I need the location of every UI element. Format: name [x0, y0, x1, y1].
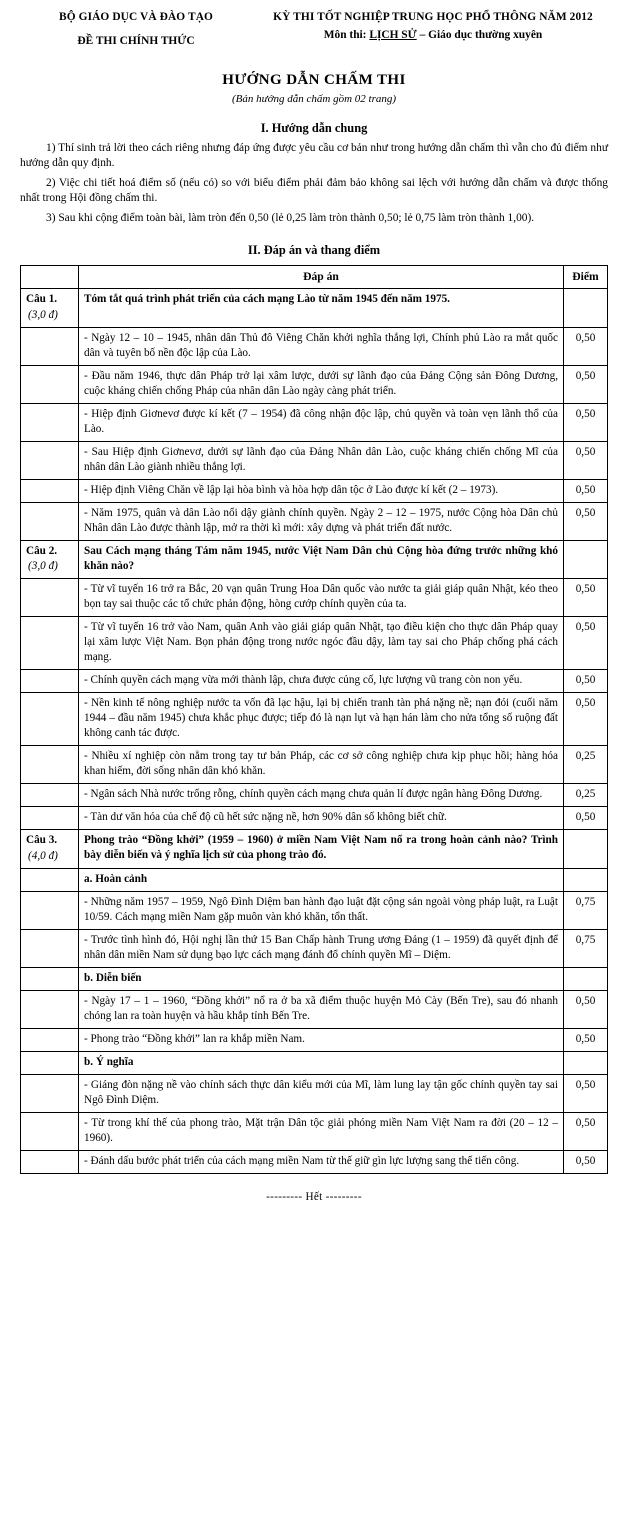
table-row: [21, 868, 608, 891]
table-row: [21, 1112, 608, 1150]
points-cell: 0,25: [564, 746, 608, 784]
question-label-cell: [21, 1028, 79, 1051]
question-label-cell: [21, 403, 79, 441]
official-exam-label: ĐỀ THI CHÍNH THỨC: [77, 35, 195, 48]
table-row: [21, 441, 608, 479]
question-total-points: (3,0 đ): [28, 560, 58, 573]
table-row: [21, 617, 608, 670]
points-cell: 0,50: [564, 365, 608, 403]
question-label-cell: [21, 990, 79, 1028]
exam-title: KỲ THI TỐT NGHIỆP TRUNG HỌC PHỔ THÔNG NĂM 2012: [273, 11, 593, 23]
table-row: [21, 990, 608, 1028]
section-2-title: II. Đáp án và thang điểm: [247, 243, 381, 258]
section-1-title: I. Hướng dẫn chung: [260, 121, 368, 136]
answer-text-cell: - Ngày 12 – 10 – 1945, nhân dân Thủ đô Viêng Chăn khởi nghĩa thắng lợi, Chính phủ Lào ra mắt quốc dân và tuyên bố nền độc lập của Lào.: [79, 327, 564, 365]
answer-text-cell: - Từ vĩ tuyến 16 trở ra Bắc, 20 vạn quân Trung Hoa Dân quốc vào nước ta giải giáp quân Nhật, kéo theo bọn tay sai thuộc các tổ chức phản động, hòng cướp chính quyền của ta.: [79, 579, 564, 617]
points-cell: [564, 540, 608, 579]
question-label-cell: [21, 540, 79, 579]
table-header-row: [21, 265, 608, 288]
subject-line: [258, 28, 608, 43]
section-1-paragraph-2: 2) Việc chi tiết hoá điểm số (nếu có) so với biểu điểm phải đảm bảo không sai lệch với hướng dẫn chấm và được thống nhất trong Hội đồng chấm thi.: [20, 176, 608, 205]
question-label-cell: [21, 670, 79, 693]
answer-text-cell: - Giáng đòn nặng nề vào chính sách thực dân kiểu mới của Mĩ, làm lung lay tận gốc chính quyền tay sai Ngô Đình Diệm.: [79, 1074, 564, 1112]
answer-text-cell: - Hiệp định Giơnevơ được kí kết (7 – 1954) đã công nhận độc lập, chủ quyền và toàn vẹn lãnh thổ của Lào.: [79, 403, 564, 441]
question-label: Câu 2.: [26, 544, 58, 557]
table-body: [21, 288, 608, 1173]
answer-text-cell: Phong trào “Đồng khởi” (1959 – 1960) ở miền Nam Việt Nam nổ ra trong hoàn cảnh nào? Trình bày diễn biến và ý nghĩa lịch sử của phong trào đó.: [79, 830, 564, 869]
table-row: [21, 365, 608, 403]
question-label-cell: [21, 868, 79, 891]
table-row: [21, 1028, 608, 1051]
question-label-cell: [21, 929, 79, 967]
points-cell: 0,75: [564, 929, 608, 967]
table-row: [21, 403, 608, 441]
answer-text-cell: - Nhiều xí nghiệp còn nằm trong tay tư bản Pháp, các cơ sở công nghiệp chưa kịp phục hồi; hàng hóa khan hiếm, đời sống nhân dân khó khăn.: [79, 746, 564, 784]
answer-key-table: [20, 265, 608, 1174]
question-label: Câu 3.: [26, 834, 58, 847]
table-row: [21, 967, 608, 990]
table-row: [21, 693, 608, 746]
answer-text-cell: - Sau Hiệp định Giơnevơ, dưới sự lãnh đạo của Đảng Nhân dân Lào, cuộc kháng chiến chống Mĩ của nhân dân Lào giành nhiều thắng lợi.: [79, 441, 564, 479]
answer-subheading: a. Hoàn cảnh: [79, 868, 564, 891]
answer-text-cell: - Năm 1975, quân và dân Lào nổi dậy giành chính quyền. Ngày 2 – 12 – 1975, nước Cộng hòa Dân chủ Nhân dân Lào được thành lập, mở ra thời kì mới: xây dựng và phát triển đất nước.: [79, 502, 564, 540]
question-label-cell: [21, 1112, 79, 1150]
question-label-cell: [21, 693, 79, 746]
question-label-cell: [21, 579, 79, 617]
question-label-cell: [21, 830, 79, 869]
question-total-points: (3,0 đ): [28, 308, 58, 321]
points-cell: [564, 288, 608, 327]
section-1-paragraph-3: 3) Sau khi cộng điểm toàn bài, làm tròn đến 0,50 (lẻ 0,25 làm tròn thành 0,50; lẻ 0,75 làm tròn thành 1,00).: [46, 211, 535, 224]
subject-prefix: Môn thi:: [323, 29, 370, 42]
points-cell: 0,50: [564, 617, 608, 670]
table-row: [21, 670, 608, 693]
question-label-cell: [21, 1074, 79, 1112]
question-label-cell: [21, 617, 79, 670]
page-title: HƯỚNG DẪN CHẤM THI: [222, 72, 406, 89]
points-cell: 0,50: [564, 1112, 608, 1150]
answer-subheading: b. Ý nghĩa: [79, 1051, 564, 1074]
subject-name: LỊCH SỬ: [369, 29, 417, 42]
answer-text-cell: - Những năm 1957 – 1959, Ngô Đình Diệm ban hành đạo luật đặt cộng sản ngoài vòng pháp luật, ra Luật 10/59. Cách mạng miền Nam gặp muôn vàn khó khăn, tổn thất.: [79, 891, 564, 929]
document-header: [20, 10, 608, 49]
table-row: [21, 479, 608, 502]
answer-subheading: b. Diễn biến: [79, 967, 564, 990]
table-row: [21, 1150, 608, 1173]
points-cell: 0,50: [564, 670, 608, 693]
points-cell: [564, 967, 608, 990]
points-cell: 0,50: [564, 403, 608, 441]
question-label-cell: [21, 365, 79, 403]
column-header-answer: Đáp án: [79, 265, 564, 288]
table-row: [21, 929, 608, 967]
question-label-cell: [21, 784, 79, 807]
answer-text-cell: - Chính quyền cách mạng vừa mới thành lập, chưa được củng cố, lực lượng vũ trang còn non yếu.: [79, 670, 564, 693]
points-cell: [564, 868, 608, 891]
ministry-name: BỘ GIÁO DỤC VÀ ĐÀO TẠO: [59, 11, 213, 23]
table-row: [21, 502, 608, 540]
answer-text-cell: - Từ vĩ tuyến 16 trở vào Nam, quân Anh vào giải giáp quân Nhật, tạo điều kiện cho thực dân Pháp quay lại xâm lược Việt Nam. Bọn phản động trong nước ngóc đầu dậy, làm tay sai cho Pháp chống phá cách mạng.: [79, 617, 564, 670]
column-header-points: Điểm: [564, 265, 608, 288]
points-cell: [564, 830, 608, 869]
table-row: [21, 746, 608, 784]
answer-text-cell: - Nền kinh tế nông nghiệp nước ta vốn đã lạc hậu, lại bị chiến tranh tàn phá nặng nề; nạn đói (cuối năm 1944 – đầu năm 1945) chưa khắc phục được; tiếp đó là nạn lụt và hạn hán làm cho nửa tổng số ruộng đất không canh tác được.: [79, 693, 564, 746]
points-cell: [564, 1051, 608, 1074]
page-subtitle: (Bản hướng dẫn chấm gồm 02 trang): [231, 92, 397, 105]
question-label-cell: [21, 479, 79, 502]
answer-text-cell: - Tàn dư văn hóa của chế độ cũ hết sức nặng nề, hơn 90% dân số không biết chữ.: [79, 807, 564, 830]
question-total-points: (4,0 đ): [28, 849, 58, 862]
question-label-cell: [21, 746, 79, 784]
answer-text-cell: - Ngân sách Nhà nước trống rỗng, chính quyền cách mạng chưa quản lí được ngân hàng Đông Dương.: [79, 784, 564, 807]
question-label-cell: [21, 807, 79, 830]
subject-suffix: – Giáo dục thường xuyên: [416, 29, 543, 42]
points-cell: 0,50: [564, 502, 608, 540]
table-row: [21, 807, 608, 830]
answer-text-cell: Tóm tắt quá trình phát triển của cách mạng Lào từ năm 1945 đến năm 1975.: [79, 288, 564, 327]
table-row: [21, 830, 608, 869]
header-right-block: [258, 10, 608, 43]
question-label-cell: [21, 288, 79, 327]
table-row: [21, 1051, 608, 1074]
table-row: [21, 540, 608, 579]
answer-text-cell: - Phong trào “Đồng khởi” lan ra khắp miền Nam.: [79, 1028, 564, 1051]
points-cell: 0,50: [564, 327, 608, 365]
answer-text-cell: - Từ trong khí thế của phong trào, Mặt trận Dân tộc giải phóng miền Nam Việt Nam ra đời (20 – 12 – 1960).: [79, 1112, 564, 1150]
answer-text-cell: - Ngày 17 – 1 – 1960, “Đồng khởi” nổ ra ở ba xã điểm thuộc huyện Mỏ Cày (Bến Tre), sau đó nhanh chóng lan ra toàn huyện và hầu khắp tỉnh Bến Tre.: [79, 990, 564, 1028]
answer-text-cell: - Trước tình hình đó, Hội nghị lần thứ 15 Ban Chấp hành Trung ương Đảng (1 – 1959) đã quyết định để nhân dân miền Nam sử dụng bạo lực cách mạng đánh đổ chính quyền Mĩ – Diệm.: [79, 929, 564, 967]
question-label-cell: [21, 891, 79, 929]
table-row: [21, 1074, 608, 1112]
question-label-cell: [21, 967, 79, 990]
table-row: [21, 327, 608, 365]
points-cell: 0,50: [564, 479, 608, 502]
question-label-cell: [21, 502, 79, 540]
table-row: [21, 784, 608, 807]
section-1-paragraph-1: 1) Thí sinh trả lời theo cách riêng nhưng đáp ứng được yêu cầu cơ bản như trong hướng dẫn chấm thì vẫn cho đủ điểm như hướng dẫn quy định.: [20, 141, 608, 170]
table-row: [21, 288, 608, 327]
points-cell: 0,50: [564, 441, 608, 479]
points-cell: 0,50: [564, 579, 608, 617]
question-label: Câu 1.: [26, 292, 58, 305]
question-label-cell: [21, 1150, 79, 1173]
question-label-cell: [21, 1051, 79, 1074]
table-row: [21, 891, 608, 929]
column-header-question: [21, 265, 79, 288]
header-left-block: [20, 10, 252, 49]
answer-text-cell: Sau Cách mạng tháng Tám năm 1945, nước Việt Nam Dân chủ Cộng hòa đứng trước những khó khăn nào?: [79, 540, 564, 579]
points-cell: 0,25: [564, 784, 608, 807]
document-footer: --------- Hết ---------: [266, 1190, 362, 1203]
points-cell: 0,50: [564, 807, 608, 830]
answer-text-cell: - Đánh dấu bước phát triển của cách mạng miền Nam từ thế giữ gìn lực lượng sang thế tiến công.: [79, 1150, 564, 1173]
points-cell: 0,50: [564, 1074, 608, 1112]
answer-text-cell: - Đầu năm 1946, thực dân Pháp trở lại xâm lược, dưới sự lãnh đạo của Đảng Cộng sản Đông Dương, cuộc kháng chiến chống Pháp của nhân dân Lào ngày càng phát triển.: [79, 365, 564, 403]
points-cell: 0,50: [564, 1028, 608, 1051]
answer-text-cell: - Hiệp định Viêng Chăn về lập lại hòa bình và hòa hợp dân tộc ở Lào được kí kết (2 – 1973).: [79, 479, 564, 502]
question-label-cell: [21, 441, 79, 479]
question-label-cell: [21, 327, 79, 365]
points-cell: 0,50: [564, 693, 608, 746]
points-cell: 0,50: [564, 1150, 608, 1173]
table-row: [21, 579, 608, 617]
points-cell: 0,75: [564, 891, 608, 929]
points-cell: 0,50: [564, 990, 608, 1028]
